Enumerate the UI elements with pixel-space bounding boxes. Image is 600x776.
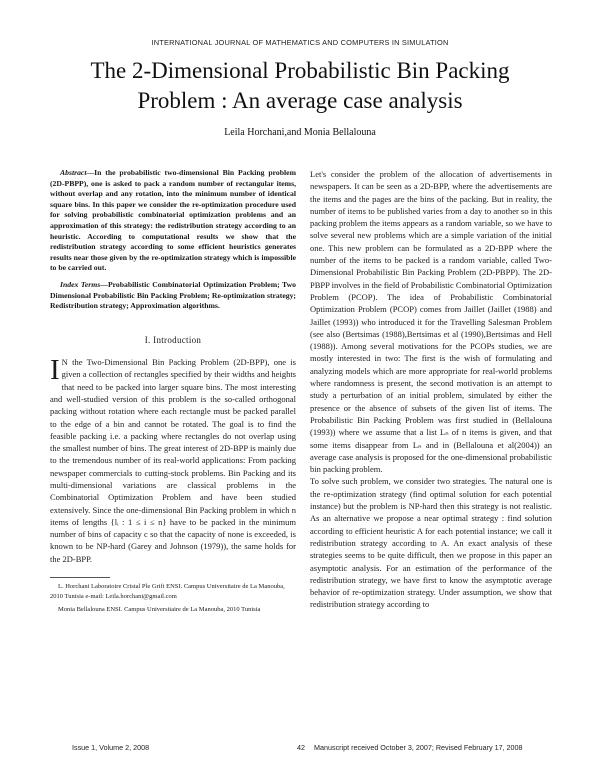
footnote-author-1: L. Horchani Laboratoire Cristal Ple Grift ENSI. Campus Universitaire de La Manouba, 2010 Tunisia e-mail: Leila.horchani@gmail.com bbox=[50, 583, 285, 601]
index-terms bbox=[50, 280, 296, 312]
left-column bbox=[50, 168, 296, 615]
introduction-text: N the Two-Dimensional Bin Packing Problem (2D-BPP), one is given a collection of rectangles specified by their widths and heights that need to be packed into larger square bins. The most interesting and well-studied version of this problem is the so-called orthogonal packing without rotation where each rectangle must be packed parallel to the edge of a bin and cannot be rotated. The goal is to find the feasible packing i.e. a packing where rectangles do not overlap using the smallest number of bins. The great interest of 2D-BPP is mainly due to the tremendous number of its real-world applications: From packing newspaper commercials to cutting-stock problems. Bin Packing and its multi-dimensional variations are classical problems in the Combinatorial Optimization Problem and have been studied extensively. Since the one-dimensional Bin Packing problem in which n items of lengths {lᵢ : 1 ≤ i ≤ n} have to be packed in the minimum number of bins of capacity c so that the capacity of none is exceeded, is known to be NP-hard (Garey and Johnson (1979)), the same holds for the 2D-BPP. bbox=[50, 357, 296, 564]
body-paragraph-strategies: To solve such problem, we consider two strategies. The natural one is the re-optimization strategy (find optimal solution for each potential instance) but the problem is NP-hard then this strategy is not realistic. As an alternative we propose a near optimal strategy : find solution according to efficient heuristic A for each potential instance; we call it redistribution strategy according to A. An exact analysis of these strategies seems to be quite difficult, then we propose in this paper an asymptotic analysis. For an estimation of the performance of the redistribution strategy, we have first to know the asymptotic average behavior of re-optimization strategy. Under assumption, we show that redistribution strategy according to bbox=[310, 476, 552, 610]
title-line-2: Problem : An average case analysis bbox=[137, 88, 463, 113]
page-number: 42 bbox=[297, 743, 305, 752]
section-heading-introduction: I. Introduction bbox=[144, 334, 202, 345]
title-line-1: The 2-Dimensional Probabilistic Bin Packing bbox=[90, 58, 510, 83]
abstract-text: —In the probabilistic two-dimensional Bin Packing problem (2D-PBPP), one is asked to pack a random number of rectangular items, without overlap and any rotation, into the minimum number of identical square bins. In this paper we consider the re-optimization procedure used for solving probabilistic combinatorial optimization problems and an approximation of this strategy: the redistribution strategy according to an heuristic. According to computational results we show that the redistribution strategy according to some efficient heuristics generates results near those given by the re-optimization strategy which is impossible to be carried out. bbox=[50, 168, 296, 273]
paper-title bbox=[40, 56, 560, 116]
abstract bbox=[50, 168, 296, 274]
abstract-label: Abstract bbox=[60, 168, 87, 177]
footnote-divider bbox=[50, 577, 110, 578]
index-terms-text: —Probabilistic Combinatorial Optimization Problem; Two Dimensional Probabilistic Bin Packing Problem; Re-optimization strategy; Redistribution strategy; Approximation algorithms. bbox=[50, 279, 297, 311]
index-terms-label: Index Terms bbox=[60, 279, 101, 289]
introduction-paragraph bbox=[50, 356, 296, 565]
journal-header: INTERNATIONAL JOURNAL OF MATHEMATICS AND COMPUTERS IN SIMULATION bbox=[151, 38, 449, 47]
right-column bbox=[310, 168, 552, 611]
body-paragraph-advertisements: Let's consider the problem of the allocation of advertisements in newspapers. It can be seen as a 2D-BPP, where the advertisements are the items and the pages are the bins of the packing. But in reality, the number of items to be published varies from a day to another so in this packing problem the items appears as a random variable, so we have to solve several new problems which are a simple variation of the initial one. This new problem can be formulated as a 2D-BPP where the number of the items to be packed is a random variable, called Two-Dimensional Probabilistic Bin Packing Problem (2D-PBPP). The 2D-PBPP involves in the field of Probabilistic Combinatorial Optimization Problem (PCOP). The idea of Probabilistic Combinatorial Optimization Problem (PCOP) comes from Jaillet (Jaillet (1988) and Jaillet (1993)) who introduced it for the Travelling Salesman Problem (see also (Bertsimas (1988),Bertsimas et al (1990),Bertsimas and Hell (1988)). Among several motivations for the PCOPs studies, we are mostly interested in two: The first is the wish of formulating and analyzing models which are more appropriate for real-world problems where randomness is present, the second motivation is an attempt to study a perturbation of an initial problem, simulated by either the presence or the absence of subsets of the given list of items. The Probabilistic Bin Packing Problem was first studied in (Bellalouna (1993)) where we assume that a list Lₙ of n items is given, and that some items disappear from Lₙ and in (Bellalouna et al(2004)) an average case analysis is proposed for the one-dimensional probabilistic bin packing problem. bbox=[310, 169, 552, 475]
footer-manuscript-dates: Manuscript received October 3, 2007; Revised February 17, 2008 bbox=[314, 743, 523, 752]
author-list: Leila Horchani,and Monia Bellalouna bbox=[224, 127, 376, 138]
footnote-author-2: Monia Bellalouna ENSI. Campus Universitaire de La Manouba, 2010 Tunisia bbox=[58, 606, 261, 614]
drop-cap: I bbox=[50, 354, 60, 387]
footer-issue: Issue 1, Volume 2, 2008 bbox=[72, 743, 150, 752]
